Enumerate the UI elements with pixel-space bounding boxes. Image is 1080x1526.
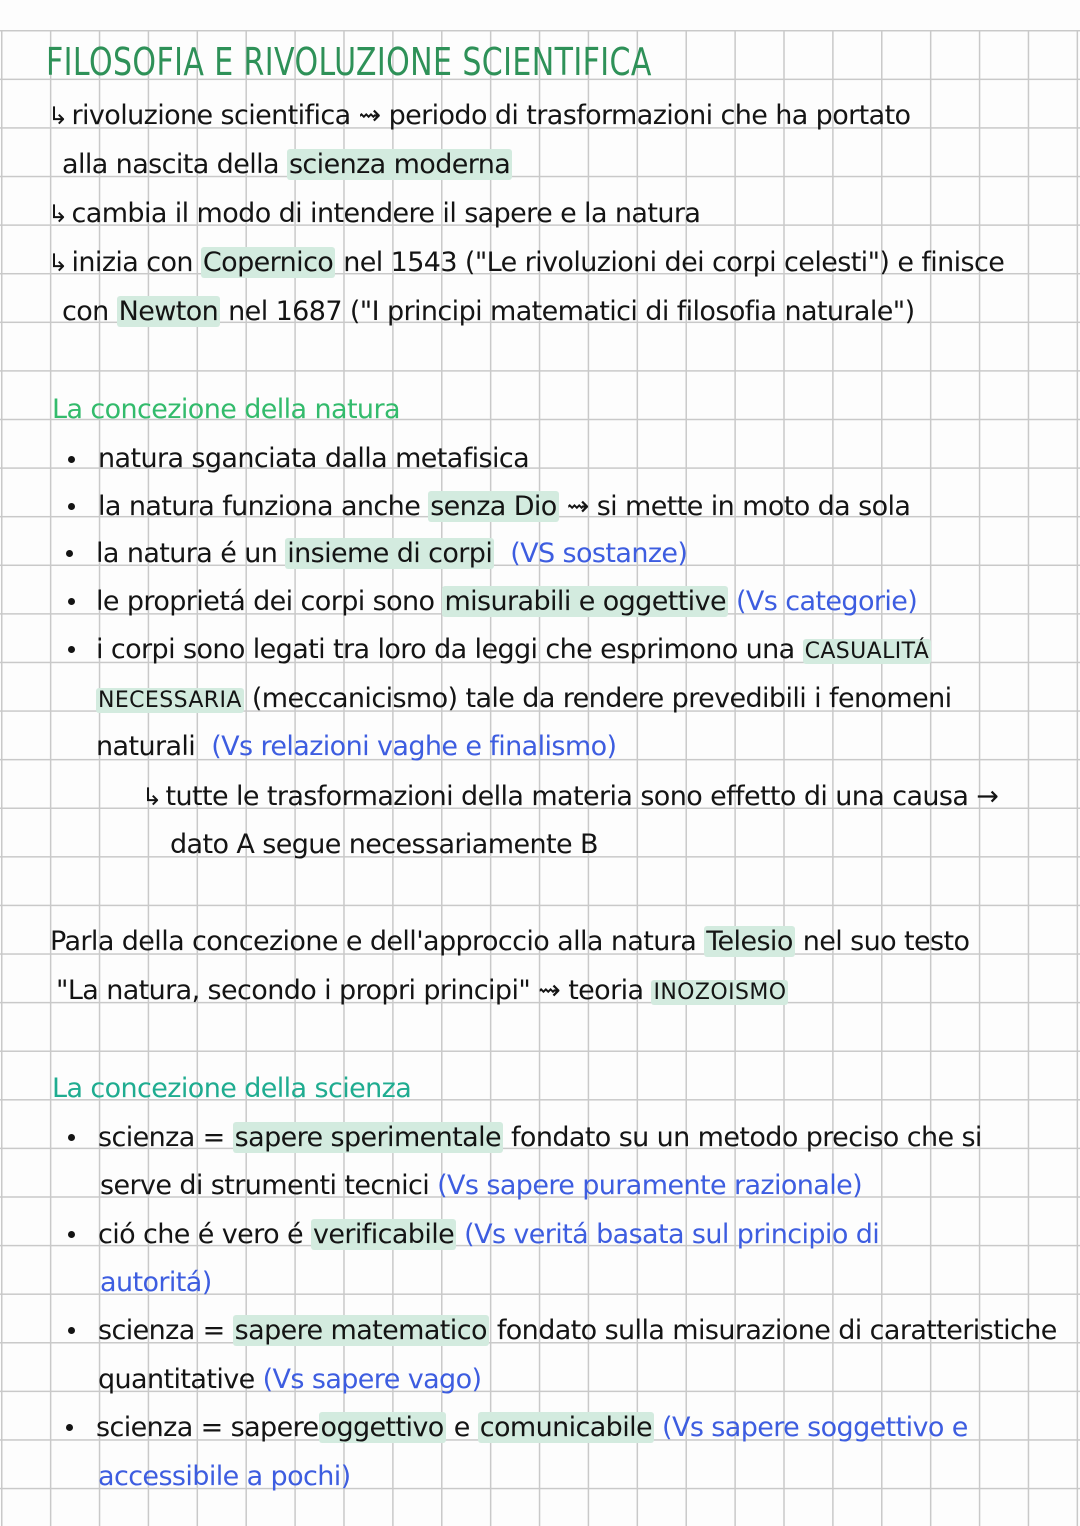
highlight-misurabili-oggettive: misurabili e oggettive <box>444 586 726 617</box>
highlight-sapere-sperimentale: sapere sperimentale <box>234 1122 502 1153</box>
scienza-bullet-3-line-1: scienza = sapere matematico fondato sulla misurazione di caratteristiche <box>98 1315 1057 1346</box>
bullet-dot-icon <box>68 1327 75 1334</box>
natura-bullet-4: le proprietá dei corpi sono misurabili e oggettive (Vs categorie) <box>96 586 918 617</box>
intro-item-1-line-1: ↳ rivoluzione scientifica ⇝ periodo di trasformazioni che ha portato <box>48 100 911 131</box>
highlight-verificabile: verificabile <box>313 1219 455 1250</box>
vs-annotation: (Vs sapere soggettivo e <box>662 1412 968 1443</box>
highlight-copernico: Copernico <box>202 247 334 278</box>
bullet-dot-icon <box>68 503 75 510</box>
intro-item-1-line-2: alla nascita della scienza moderna <box>62 149 511 180</box>
highlight-senza-dio: senza Dio <box>430 491 557 522</box>
highlight-scienza-moderna: scienza moderna <box>288 149 511 180</box>
highlight-telesio: Telesio <box>706 926 793 957</box>
vs-annotation: (VS sostanze) <box>510 538 688 569</box>
highlight-comunicabile: comunicabile <box>479 1412 653 1443</box>
vs-annotation: (Vs sapere puramente razionale) <box>437 1170 863 1201</box>
section-heading-scienza: La concezione della scienza <box>52 1073 412 1104</box>
scienza-bullet-2-line-2: autoritá) <box>100 1267 212 1298</box>
scienza-bullet-1-line-2: serve di strumenti tecnici (Vs sapere puramente razionale) <box>100 1170 863 1201</box>
bullet-dot-icon <box>68 598 75 605</box>
return-arrow-icon: ↳ <box>142 783 162 811</box>
highlight-inozoismo: INOZOISMO <box>653 980 787 1005</box>
natura-bullet-1: natura sganciata dalla metafisica <box>98 443 530 474</box>
vs-annotation: (Vs relazioni vaghe e finalismo) <box>211 731 617 762</box>
intro-item-3-line-2: con Newton nel 1687 ("I principi matematici di filosofia naturale") <box>62 296 915 327</box>
scienza-bullet-2-line-1: ció che é vero é verificabile (Vs veritá basata sul principio di <box>98 1219 880 1250</box>
natura-bullet-5-line-1: i corpi sono legati tra loro da leggi che esprimono una CASUALITÁ <box>96 634 930 665</box>
natura-bullet-3: la natura é un insieme di corpi (VS sostanze) <box>96 538 688 569</box>
natura-bullet-2: la natura funziona anche senza Dio ⇝ si mette in moto da sola <box>98 491 911 522</box>
telesio-line-2: "La natura, secondo i propri principi" ⇝ teoria INOZOISMO <box>56 975 787 1006</box>
scienza-bullet-4-line-1: scienza = sapereoggettivo e comunicabile (Vs sapere soggettivo e <box>96 1412 968 1443</box>
page-top-margin <box>0 0 1080 30</box>
highlight-casualita: CASUALITÁ <box>804 639 930 664</box>
bullet-dot-icon <box>66 550 73 557</box>
section-heading-natura: La concezione della natura <box>52 394 400 425</box>
scienza-bullet-1-line-1: scienza = sapere sperimentale fondato su un metodo preciso che si <box>98 1122 982 1153</box>
scienza-bullet-3-line-2: quantitative (Vs sapere vago) <box>98 1364 482 1395</box>
intro-item-3-line-1: ↳ inizia con Copernico nel 1543 ("Le rivoluzioni dei corpi celesti") e finisce <box>48 247 1005 278</box>
bullet-dot-icon <box>68 456 75 463</box>
vs-annotation: (Vs sapere vago) <box>262 1364 482 1395</box>
bullet-dot-icon <box>68 1231 75 1238</box>
return-arrow-icon: ↳ <box>48 249 68 277</box>
bullet-dot-icon <box>68 646 75 653</box>
scienza-bullet-4-line-2: accessibile a pochi) <box>98 1461 351 1492</box>
natura-sub-line-1: ↳ tutte le trasformazioni della materia sono effetto di una causa → <box>142 781 999 812</box>
natura-sub-line-2: dato A segue necessariamente B <box>170 829 598 860</box>
vs-annotation: (Vs veritá basata sul principio di <box>464 1219 880 1250</box>
natura-bullet-5-line-3: naturali (Vs relazioni vaghe e finalismo) <box>96 731 617 762</box>
vs-annotation: (Vs categorie) <box>735 586 918 617</box>
squiggle-arrow-icon: ⇝ <box>538 975 561 1006</box>
return-arrow-icon: ↳ <box>48 200 68 228</box>
bullet-dot-icon <box>68 1134 75 1141</box>
natura-bullet-5-line-2: NECESSARIA (meccanicismo) tale da rendere prevedibili i fenomeni <box>98 683 952 714</box>
bullet-dot-icon <box>66 1424 73 1431</box>
highlight-oggettivo: oggettivo <box>320 1412 444 1443</box>
intro-item-2: ↳ cambia il modo di intendere il sapere e la natura <box>48 198 701 229</box>
return-arrow-icon: ↳ <box>48 102 68 130</box>
squiggle-arrow-icon: ⇝ <box>358 100 381 131</box>
highlight-necessaria: NECESSARIA <box>98 688 242 713</box>
page-title: FILOSOFIA E RIVOLUZIONE SCIENTIFICA <box>46 40 652 84</box>
highlight-insieme-di-corpi: insieme di corpi <box>287 538 493 569</box>
highlight-newton: Newton <box>118 296 219 327</box>
highlight-sapere-matematico: sapere matematico <box>234 1315 487 1346</box>
telesio-line-1: Parla della concezione e dell'approccio alla natura Telesio nel suo testo <box>50 926 970 957</box>
